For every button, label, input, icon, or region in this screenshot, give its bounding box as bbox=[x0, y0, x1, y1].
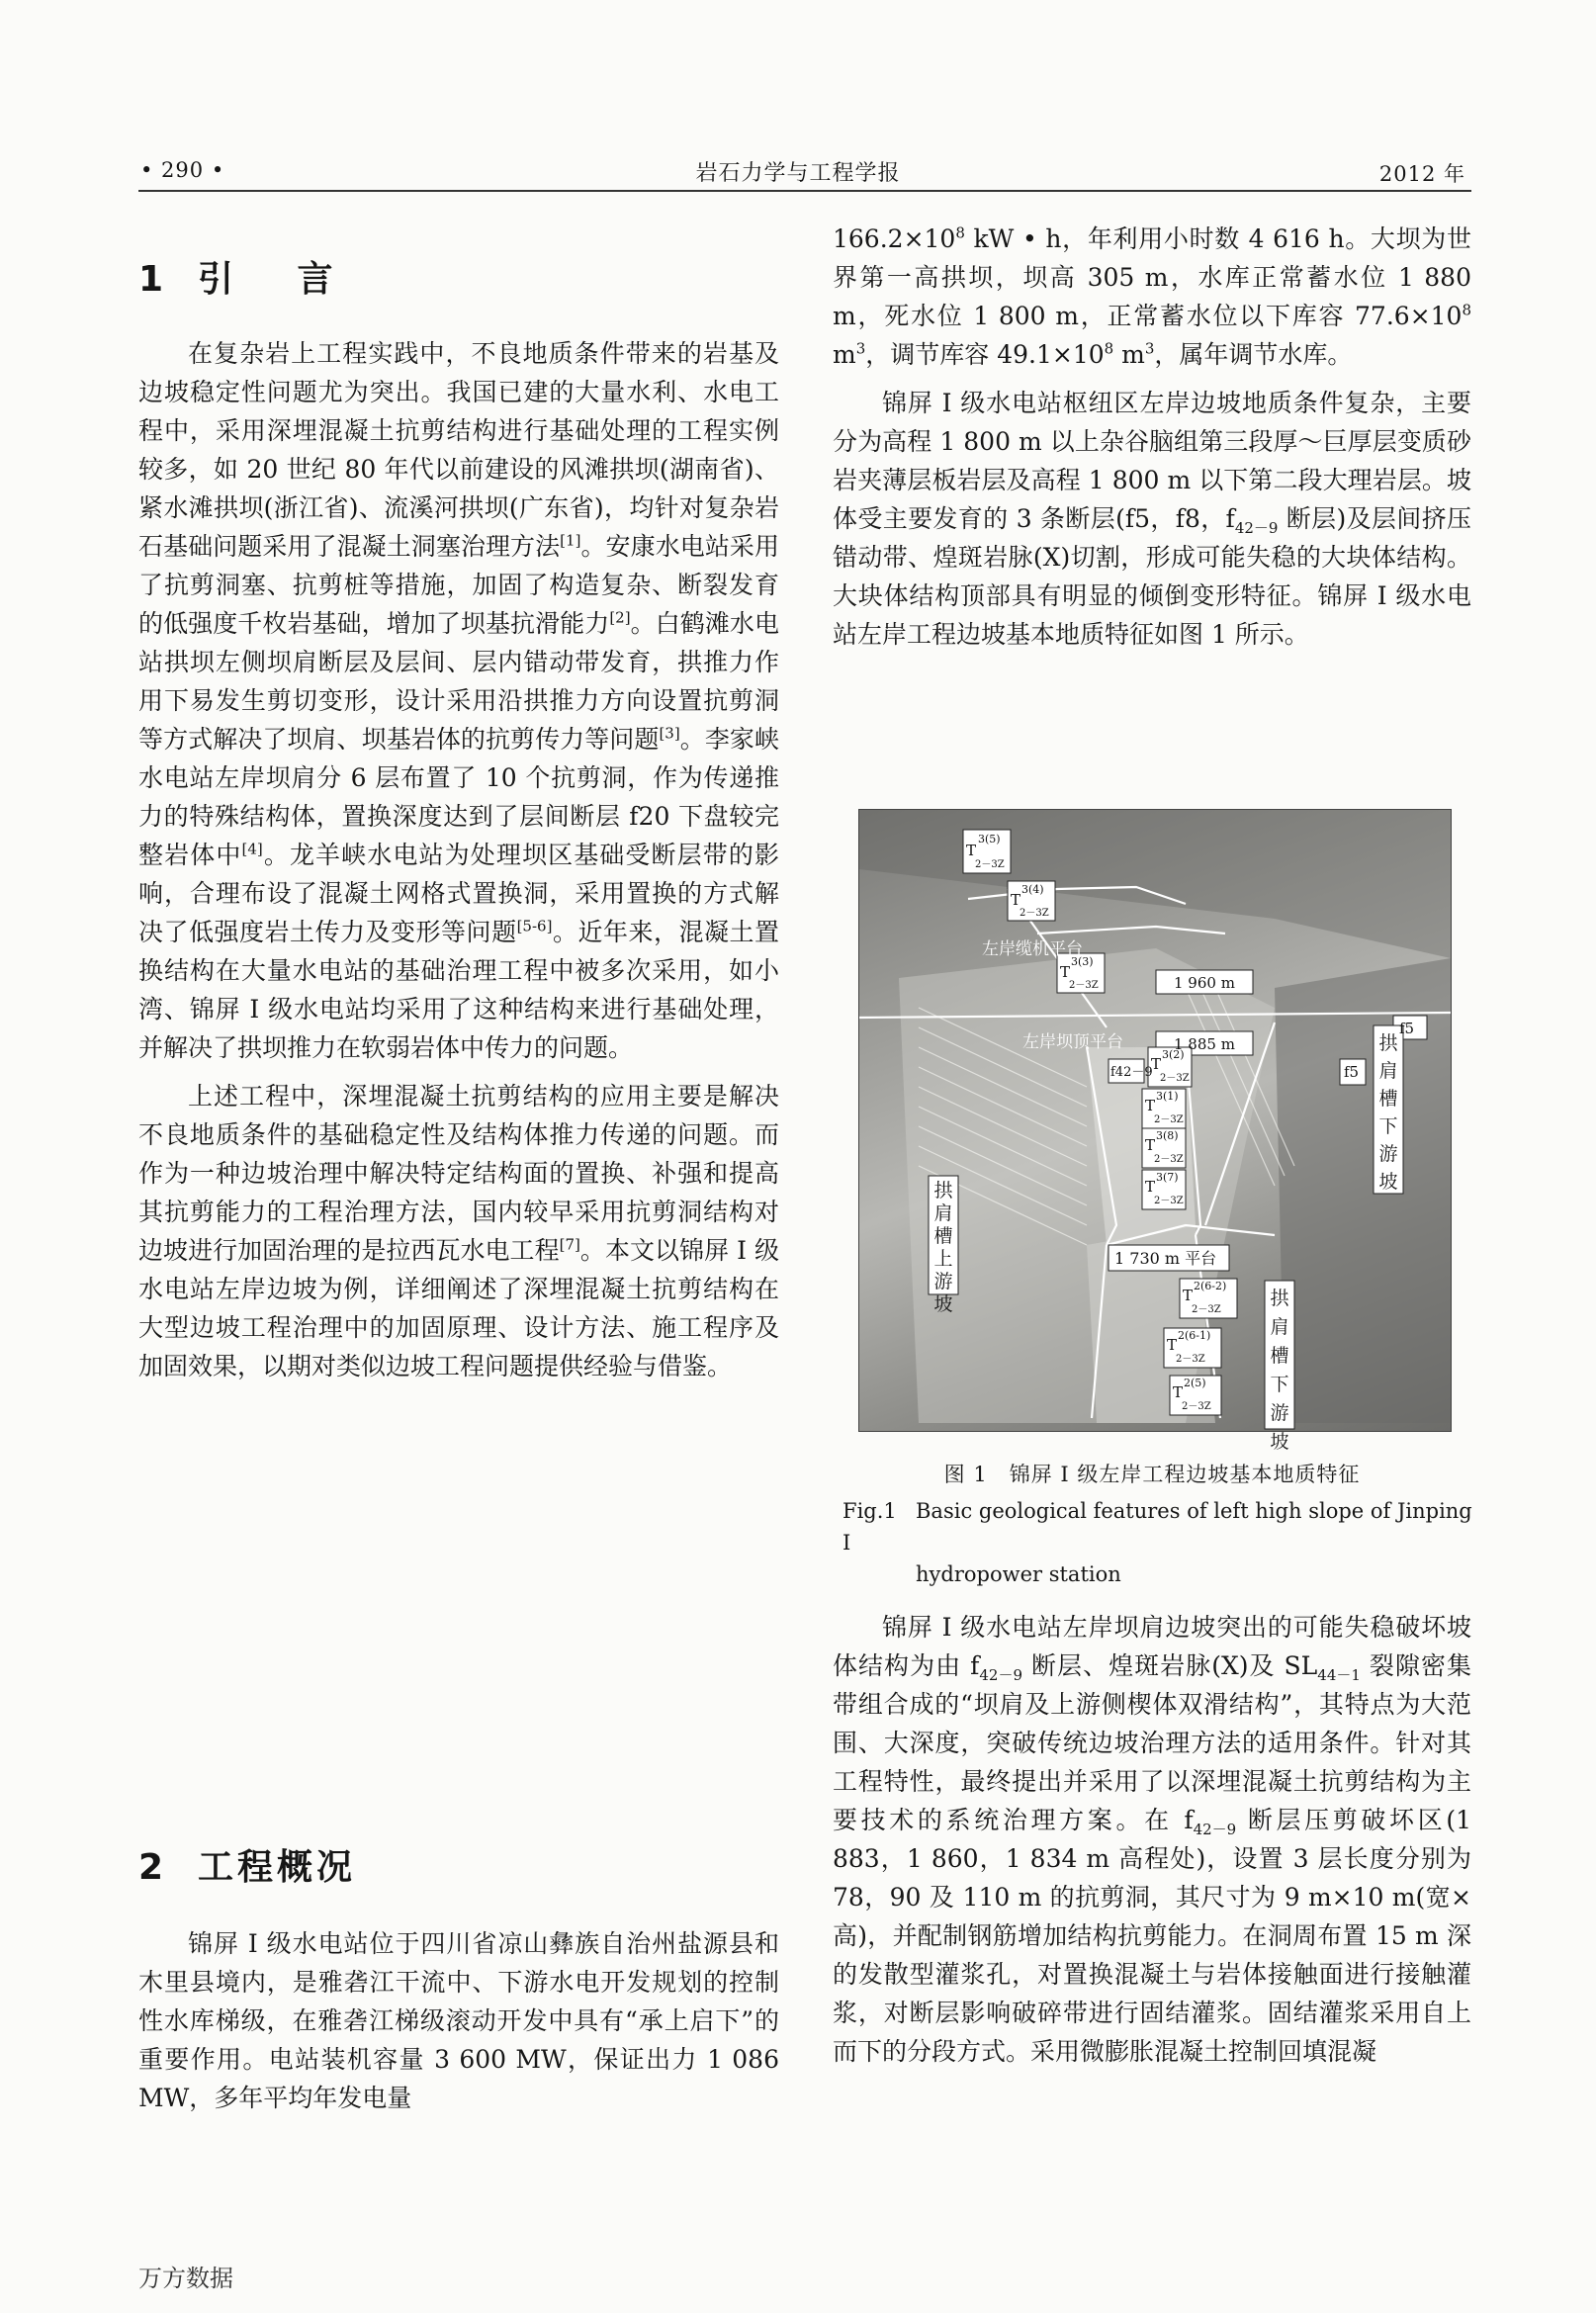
journal-title: 岩石力学与工程学报 bbox=[695, 161, 901, 186]
fault-f5-label-2: f5 bbox=[1344, 1063, 1360, 1081]
svg-text:T: T bbox=[1060, 963, 1071, 981]
section-2-paragraph-1: 锦屏 I 级水电站位于四川省凉山彝族自治州盐源县和木里县境内，是雅砻江干流中、下游水电开发规划的控制性水库梯级，在雅砻江梯级滚动开发中具有“承上启下”的重要作用。电站装机容量 3 600 MW，保证出力 1 086 MW，多年平均年发电量 bbox=[138, 1929, 779, 2112]
svg-text:3(3): 3(3) bbox=[1071, 955, 1094, 968]
svg-text:2－3Z: 2－3Z bbox=[1182, 1401, 1211, 1412]
figure-caption-cn: 图 1 锦屏 I 级左岸工程边坡基本地质特征 bbox=[943, 1463, 1361, 1486]
svg-text:T: T bbox=[1167, 1336, 1178, 1354]
section-1-heading bbox=[138, 251, 359, 302]
citation: [3] bbox=[659, 724, 680, 743]
figure-1-slope-photo bbox=[858, 809, 1452, 1453]
figure-label: Fig.1 bbox=[842, 1499, 897, 1523]
citation: [4] bbox=[241, 840, 263, 858]
lower-downstream-slope-label: 拱肩槽下游坡 bbox=[1270, 1288, 1289, 1453]
upstream-slope-label: 拱肩槽上游坡 bbox=[933, 1180, 953, 1315]
svg-text:2－3Z: 2－3Z bbox=[1154, 1114, 1184, 1125]
citation: [5-6] bbox=[516, 917, 553, 935]
right-column-top bbox=[833, 220, 1471, 654]
year: 2012 年 bbox=[1378, 162, 1465, 186]
right-column-bottom bbox=[833, 1608, 1471, 2071]
project-overview-continued: $166.2\times 10^8$ kW • h，年利用小时数 4 616 h。大坝为世界第一高拱坝，坝高 305 m，水库正常蓄水位 1 880 m，死水位 1 800 m，正常蓄水位以下库容 $77.6\times 10^8$ $m^3$，调节库容 $49.1\times 10^8$ $m^3$，属年调节水库。 bbox=[833, 223, 1471, 369]
svg-text:2－3Z: 2－3Z bbox=[1160, 1073, 1190, 1084]
svg-text:2(6-1): 2(6-1) bbox=[1178, 1329, 1211, 1342]
svg-text:2－3Z: 2－3Z bbox=[1176, 1354, 1205, 1365]
page-number: • 290 • bbox=[140, 158, 225, 182]
svg-text:2(5): 2(5) bbox=[1184, 1377, 1206, 1389]
svg-text:2－3Z: 2－3Z bbox=[1192, 1304, 1221, 1315]
elevation-1730: 1 730 m 平台 bbox=[1114, 1249, 1217, 1268]
svg-text:T: T bbox=[1145, 1136, 1156, 1154]
svg-text:2－3Z: 2－3Z bbox=[1020, 908, 1049, 919]
section-1-body bbox=[138, 334, 779, 1385]
svg-text:2－3Z: 2－3Z bbox=[1069, 980, 1099, 991]
svg-text:2－3Z: 2－3Z bbox=[975, 859, 1005, 870]
citation: [1] bbox=[560, 531, 581, 550]
fault-f42-label: f42－9 bbox=[1110, 1065, 1153, 1080]
upper-downstream-slope-label: 拱肩槽下游坡 bbox=[1378, 1032, 1398, 1193]
figure-caption-en: Fig.1 Basic geological features of left high slope of Jinping I hydropower station bbox=[842, 1495, 1475, 1590]
svg-text:T: T bbox=[1183, 1287, 1194, 1304]
svg-text:T: T bbox=[1151, 1055, 1162, 1073]
svg-text:T: T bbox=[1011, 891, 1021, 909]
svg-text:2－3Z: 2－3Z bbox=[1154, 1154, 1184, 1165]
header-rule bbox=[138, 190, 1471, 192]
geology-paragraph: 锦屏 I 级水电站枢纽区左岸边坡地质条件复杂，主要分为高程 1 800 m 以上杂谷脑组第三段厚～巨厚层变质砂岩夹薄层板岩层及高程 1 800 m 以下第二段大理岩层。坡体受主要发育的 3 条断层(f5，f8，$f_{42-9}$ 断层)及层间挤压错动带、煌斑岩脉(X)切割，形成可能失稳的大块体结构。大块体结构顶部具有明显的倾倒变形特征。锦屏 I 级水电站左岸工程边坡基本地质特征如图 1 所示。 bbox=[833, 389, 1471, 649]
svg-text:3(7): 3(7) bbox=[1156, 1171, 1179, 1184]
platform-cable-label: 左岸缆机平台 bbox=[982, 939, 1083, 959]
figure-label-t35: T bbox=[966, 842, 977, 859]
citation: [7] bbox=[559, 1235, 580, 1254]
svg-text:3(8): 3(8) bbox=[1156, 1129, 1179, 1142]
treatment-paragraph: 锦屏 I 级水电站左岸坝肩边坡突出的可能失稳破坏坡体结构为由 $f_{42-9}$ 断层、煌斑岩脉(X)及 $SL_{44-1}$ 裂隙密集带组合成的“坝肩及上游侧楔体双滑结构”，其特点为大范围、大深度，突破传统边坡治理方法的适用条件。针对其工程特性，最终提出并采用了以深埋混凝土抗剪结构为主要技术的系统治理方案。在 $f_{42-9}$ 断层压剪破坏区(1 883，1 860，1 834 m 高程处)，设置 3 层长度分别为 78，90 及 110 m 的抗剪洞，其尺寸为 9 m×10 m(宽×高)，并配制钢筋增加结构抗剪能力。在洞周布置 15 m 深的发散型灌浆孔，对置换混凝土与岩体接触面进行接触灌浆，对断层影响破碎带进行固结灌浆。固结灌浆采用自上而下的分段方式。采用微膨胀混凝土控制回填混凝 bbox=[833, 1613, 1472, 2066]
section-2-body bbox=[138, 1924, 779, 2117]
figure-1-annotations bbox=[859, 810, 1451, 1431]
svg-text:T: T bbox=[1145, 1097, 1156, 1114]
svg-text:2(6-2): 2(6-2) bbox=[1194, 1280, 1227, 1292]
watermark: 万方数据 bbox=[138, 2265, 233, 2292]
fault-f5-label: f5 bbox=[1399, 1020, 1415, 1037]
section-2-title: 工程概况 bbox=[198, 1847, 357, 1888]
section-1-paragraph-1: 在复杂岩上工程实践中，不良地质条件带来的岩基及边坡稳定性问题尤为突出。我国已建的大量水利、水电工程中，采用深埋混凝土抗剪结构进行基础处理的工程实例较多，如 20 世纪 80 年代以前建设的风滩拱坝(湖南省)、紧水滩拱坝(浙江省)、流溪河拱坝(广东省)，均针对复杂岩石基础问题采用了混凝土洞塞治理方法[1]。安康水电站采用了抗剪洞塞、抗剪桩等措施，加固了构造复杂、断裂发育的低强度千枚岩基础，增加了坝基抗滑能力[2]。白鹤滩水电站拱坝左侧坝肩断层及层间、层内错动带发育，拱推力作用下易发生剪切变形，设计采用沿拱推力方向设置抗剪洞等方式解决了坝肩、坝基岩体的抗剪传力等问题[3]。李家峡水电站左岸坝肩分 6 层布置了 10 个抗剪洞，作为传递推力的特殊结构体，置换深度达到了层间断层 f20 下盘较完整岩体中[4]。龙羊峡水电站为处理坝区基础受断层带的影响，合理布设了混凝土网格式置换洞，采用置换的方式解决了低强度岩土传力及变形等问题[5-6]。近年来，混凝土置换结构在大量水电站的基础治理工程中被多次采用，如小湾、锦屏 I 级水电站均采用了这种结构来进行基础处理，并解决了拱坝推力在软弱岩体中传力的问题。 bbox=[138, 339, 779, 1062]
svg-text:T: T bbox=[1145, 1178, 1156, 1196]
svg-text:3(4): 3(4) bbox=[1021, 883, 1044, 896]
svg-text:2－3Z: 2－3Z bbox=[1154, 1196, 1184, 1206]
elevation-1960: 1 960 m bbox=[1174, 974, 1235, 992]
svg-text:3(2): 3(2) bbox=[1162, 1048, 1185, 1061]
citation: [2] bbox=[609, 608, 631, 627]
section-2-number: 2 bbox=[138, 1847, 166, 1888]
svg-text:3(5): 3(5) bbox=[978, 833, 1001, 845]
section-2-heading bbox=[138, 1839, 356, 1890]
section-1-number: 1 bbox=[138, 259, 166, 300]
section-1-paragraph-2: 上述工程中，深埋混凝土抗剪结构的应用主要是解决不良地质条件的基础稳定性及结构体推力传递的问题。而作为一种边坡治理中解决特定结构面的置换、补强和提高其抗剪能力的工程治理方法，国内较早采用抗剪洞结构对边坡进行加固治理的是拉西瓦水电工程[7]。本文以锦屏 I 级水电站左岸边坡为例，详细阐述了深埋混凝土抗剪结构在大型边坡工程治理中的加固原理、设计方法、施工程序及加固效果，以期对类似边坡工程问题提供经验与借鉴。 bbox=[138, 1082, 779, 1380]
elevation-1885: 1 885 m bbox=[1174, 1035, 1235, 1053]
svg-text:3(1): 3(1) bbox=[1156, 1090, 1179, 1103]
svg-text:T: T bbox=[1173, 1383, 1184, 1401]
platform-dam-crest-label: 左岸坝顶平台 bbox=[1022, 1032, 1123, 1052]
section-1-title: 引 言 bbox=[198, 259, 359, 300]
